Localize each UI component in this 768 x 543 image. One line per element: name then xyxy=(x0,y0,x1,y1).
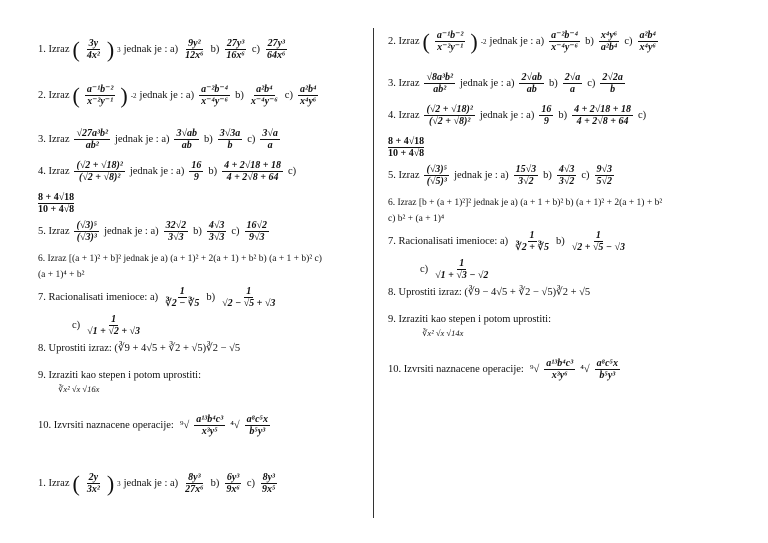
left-problem-7: 7. Racionalisati imenioce: a) $\frac{1}{∛2 - ∛5}$ b) $\frac{1}{√2 - √5 + √3}$ xyxy=(38,286,276,309)
option-c: $\frac{\text{a²b⁴}}{\text{x⁴y⁶}}$ xyxy=(299,84,317,107)
expression-fraction: $\frac{\text{(√2 + √18)²}}{\text{(√2 + √8)²}}$ xyxy=(76,160,123,183)
expression-fraction: $\frac{\text{(√3)⁵}}{\text{(√3)³}}$ xyxy=(76,220,98,243)
left-problem-7-c: c) $\frac{1}{√1 + √2 + √3}$ xyxy=(72,314,141,337)
option-c: $\frac{1}{√1 + √2 + √3}$ xyxy=(87,314,141,337)
option-b: $\frac{\text{6y³}}{\text{9x⁶}}$ xyxy=(226,472,240,495)
left-problem-6-line-2: (a + 1)⁴ + b² xyxy=(38,270,85,280)
column-divider xyxy=(373,28,374,518)
expression-fraction: $\frac{\text{√8a³b²}}{\text{ab²}}$ xyxy=(426,72,453,95)
option-c: $\frac{3√a}{a}$ xyxy=(262,128,278,151)
option-a: $\frac{2√ab}{ab}$ xyxy=(521,72,542,95)
option-c: $\frac{\text{27y³}}{\text{64x⁶}}$ xyxy=(267,38,286,61)
option-a: $\frac{32√2}{3√3}$ xyxy=(165,220,187,243)
option-a: $\frac{\text{a⁻²b⁻⁴}}{\text{x⁻⁴y⁻⁶}}$ xyxy=(551,30,579,53)
option-b: $\frac{4√3}{3√3}$ xyxy=(208,220,225,243)
option-c: $\frac{16√2}{9√3}$ xyxy=(246,220,268,243)
option-b: $\frac{1}{√2 - √5 + √3}$ xyxy=(222,286,276,309)
option-b: $\frac{\text{a²b⁴}}{\text{x⁻⁴y⁻⁶}}$ xyxy=(250,84,278,107)
option-c: $\frac{\text{a²b⁴}}{\text{x⁴y⁶}}$ xyxy=(639,30,656,53)
option-b: $\frac{\text{x⁴y⁶}}{\text{a²b⁴}}$ xyxy=(600,30,618,53)
option-b: $\frac{4 + 2√18 + 18}{4 + 2√8 + 64}$ xyxy=(574,104,631,127)
option-a: $\frac{\text{a⁻²b⁻⁴}}{\text{x⁻⁴y⁻⁶}}$ xyxy=(201,84,229,107)
base-fraction: $\frac{3y}{\text{4x²}}$ xyxy=(86,38,100,61)
left-problem-3: 3. Izraz $\frac{\text{√27a³b²}}{\text{ab²}}$ jednak je : a) $\frac{3√ab}{ab}$ b) $\frac{3√3a}{b}$ c) $\frac{3√a}{a}$ xyxy=(38,128,278,151)
option-a: $\frac{1}{∛2 + ∛5}$ xyxy=(515,230,549,253)
left-problem-1: 1. Izraz ( $\frac{3y}{\text{4x²}}$ ) 3 jednak je : a) $\frac{\text{9y²}}{\text{12x⁶}}$ b) $\frac{\text{27y³}}{\text{16x⁶}}$ c) $\frac{\text{27y³}}{\text{64x⁶}}$ xyxy=(38,36,286,62)
right-problem-9-expression: ∛x² √x √14x xyxy=(422,328,464,338)
right-problem-6-line-1: 6. Izraz [b + (a + 1)²]² jednak je a) (a + 1 + b)² b) (a + 1)² + 2(a + 1) + b² xyxy=(388,198,663,208)
left-problem-8: 8. Uprostiti izraz: (∛9 + 4√5 + ∛2 + √5)∛2 − √5 xyxy=(38,343,241,354)
radicand-1: $\frac{\text{a¹³b⁴c³}}{\text{x³y⁵}}$ xyxy=(196,414,224,437)
option-b: $\frac{2√a}{a}$ xyxy=(564,72,581,95)
option-c: $\frac{2√2a}{b}$ xyxy=(602,72,623,95)
option-a: $\frac{\text{8y³}}{\text{27x⁶}}$ xyxy=(185,472,204,495)
option-a: $\frac{16}{9}$ xyxy=(191,160,202,183)
right-problem-4: 4. Izraz $\frac{\text{(√2 + √18)²}}{\text{(√2 + √8)²}}$ jednak je : a) $\frac{16}{9}$ b) $\frac{4 + 2√18 + 18}{4 + 2√8 + 64}$ c) xyxy=(388,104,647,127)
expression-fraction: $\frac{\text{(√2 + √18)²}}{\text{(√2 + √8)²}}$ xyxy=(426,104,473,127)
left-problem-1b: 1. Izraz ( $\frac{2y}{\text{3x²}}$ ) 3 jednak je : a) $\frac{\text{8y³}}{\text{27x⁶}}$ b) $\frac{\text{6y³}}{\text{9x⁶}}$ c) $\frac{\text{8y³}}{\text{9x⁵}}$ xyxy=(38,470,276,496)
base-fraction: $\frac{2y}{\text{3x²}}$ xyxy=(86,472,100,495)
right-problem-7-c: c) $\frac{1}{√1 + √3 - √2}$ xyxy=(420,258,489,281)
left-problem-4: 4. Izraz $\frac{\text{(√2 + √18)²}}{\text{(√2 + √8)²}}$ jednak je : a) $\frac{16}{9}$ b) $\frac{4 + 2√18 + 18}{4 + 2√8 + 64}$ c) xyxy=(38,160,297,183)
option-a: $\frac{16}{9}$ xyxy=(541,104,552,127)
expression-fraction: $\frac{\text{√27a³b²}}{\text{ab²}}$ xyxy=(76,128,108,151)
left-problem-9-expression: ∛x² √x √16x xyxy=(58,384,100,394)
left-problem-4-option-c: 8 + 4√18 10 + 4√8 xyxy=(38,192,75,215)
option-b: $\frac{3√3a}{b}$ xyxy=(219,128,241,151)
right-problem-3: 3. Izraz $\frac{\text{√8a³b²}}{\text{ab²}}$ jednak je : a) $\frac{2√ab}{ab}$ b) $\frac{2√a}{a}$ c) $\frac{2√2a}{b}$ xyxy=(388,72,623,95)
option-b: $\frac{4 + 2√18 + 18}{4 + 2√8 + 64}$ xyxy=(224,160,281,183)
left-problem-5: 5. Izraz $\frac{\text{(√3)⁵}}{\text{(√3)³}}$ jednak je : a) $\frac{32√2}{3√3}$ b) $\frac{4√3}{3√3}$ c) $\frac{16√2}{9√3}$ xyxy=(38,220,268,243)
option-c: $\frac{\text{8y³}}{\text{9x⁵}}$ xyxy=(262,472,276,495)
option-b: $\frac{\text{27y³}}{\text{16x⁶}}$ xyxy=(226,38,245,61)
radicand-2: $\frac{\text{a⁸c⁵x}}{\text{b⁵y³}}$ xyxy=(246,414,269,437)
option-a: $\frac{\text{9y²}}{\text{12x⁶}}$ xyxy=(185,38,204,61)
option-c: $\frac{1}{√1 + √3 - √2}$ xyxy=(435,258,489,281)
base-fraction: $\frac{\text{a⁻¹b⁻²}}{\text{x⁻²y⁻¹}}$ xyxy=(436,30,464,53)
base-fraction: $\frac{\text{a⁻¹b⁻²}}{\text{x⁻²y⁻¹}}$ xyxy=(86,84,114,107)
right-problem-5: 5. Izraz $\frac{\text{(√3)⁵}}{\text{(√5)³}}$ jednak je : a) $\frac{15√3}{3√2}$ b) $\frac{4√3}{3√2}$ c) $\frac{9√3}{5√2}$ xyxy=(388,164,613,187)
option-b: $\frac{1}{√2 + √5 - √3}$ xyxy=(571,230,625,253)
option-c: $\frac{9√3}{5√2}$ xyxy=(596,164,613,187)
radicand-2: $\frac{\text{a⁸c⁵x}}{\text{b⁵y³}}$ xyxy=(596,358,619,381)
left-problem-2: 2. Izraz ( $\frac{\text{a⁻¹b⁻²}}{\text{x⁻²y⁻¹}}$ ) -2 jednak je : a) $\frac{\text{a⁻²b⁻⁴}}{\text{x⁻⁴y⁻⁶}}$ b) $\frac{\text{a²b⁴}}{\text{x⁻⁴y⁻⁶}}$ c) $\frac{\text{a²b⁴}}{\text{x⁴y⁶}}$ xyxy=(38,82,317,108)
radicand-1: $\frac{\text{a¹³b⁴c³}}{\text{x³y⁶}}$ xyxy=(546,358,574,381)
right-problem-9: 9. Izraziti kao stepen i potom uprostiti: xyxy=(388,314,552,325)
option-a: $\frac{3√ab}{ab}$ xyxy=(176,128,197,151)
right-problem-10: 10. Izvrsiti naznacene operacije: ⁹√ $\frac{\text{a¹³b⁴c³}}{\text{x³y⁶}}$ ⁴√ $\frac{\text{a⁸c⁵x}}{\text{b⁵y³}}$ xyxy=(388,358,619,381)
right-problem-6-line-2: c) b² + (a + 1)⁴ xyxy=(388,214,445,224)
right-problem-2: 2. Izraz ( $\frac{\text{a⁻¹b⁻²}}{\text{x⁻²y⁻¹}}$ ) -2 jednak je : a) $\frac{\text{a⁻²b⁻⁴}}{\text{x⁻⁴y⁻⁶}}$ b) $\frac{\text{x⁴y⁶}}{\text{a²b⁴}}$ c) $\frac{\text{a²b⁴}}{\text{x⁴y⁶}}$ xyxy=(388,28,656,54)
option-b: $\frac{4√3}{3√2}$ xyxy=(558,164,575,187)
left-problem-9: 9. Izraziti kao stepen i potom uprostiti: xyxy=(38,370,202,381)
left-problem-6-line-1: 6. Izraz [(a + 1)² + b]² jednak je a) (a + 1)² + 2(a + 1) + b² b) (a + 1 + b)² c) xyxy=(38,254,322,264)
option-a: $\frac{15√3}{3√2}$ xyxy=(515,164,537,187)
left-problem-10: 10. Izvrsiti naznacene operacije: ⁹√ $\frac{\text{a¹³b⁴c³}}{\text{x³y⁵}}$ ⁴√ $\frac{\text{a⁸c⁵x}}{\text{b⁵y³}}$ xyxy=(38,414,269,437)
right-problem-8: 8. Uprostiti izraz: (∛9 − 4√5 + ∛2 − √5)∛2 + √5 xyxy=(388,287,591,298)
option-a: $\frac{1}{∛2 - ∛5}$ xyxy=(165,286,200,309)
right-problem-4-option-c: 8 + 4√18 10 + 4√8 xyxy=(388,136,425,159)
right-problem-7: 7. Racionalisati imenioce: a) $\frac{1}{∛2 + ∛5}$ b) $\frac{1}{√2 + √5 - √3}$ xyxy=(388,230,625,253)
expression-fraction: $\frac{\text{(√3)⁵}}{\text{(√5)³}}$ xyxy=(426,164,448,187)
